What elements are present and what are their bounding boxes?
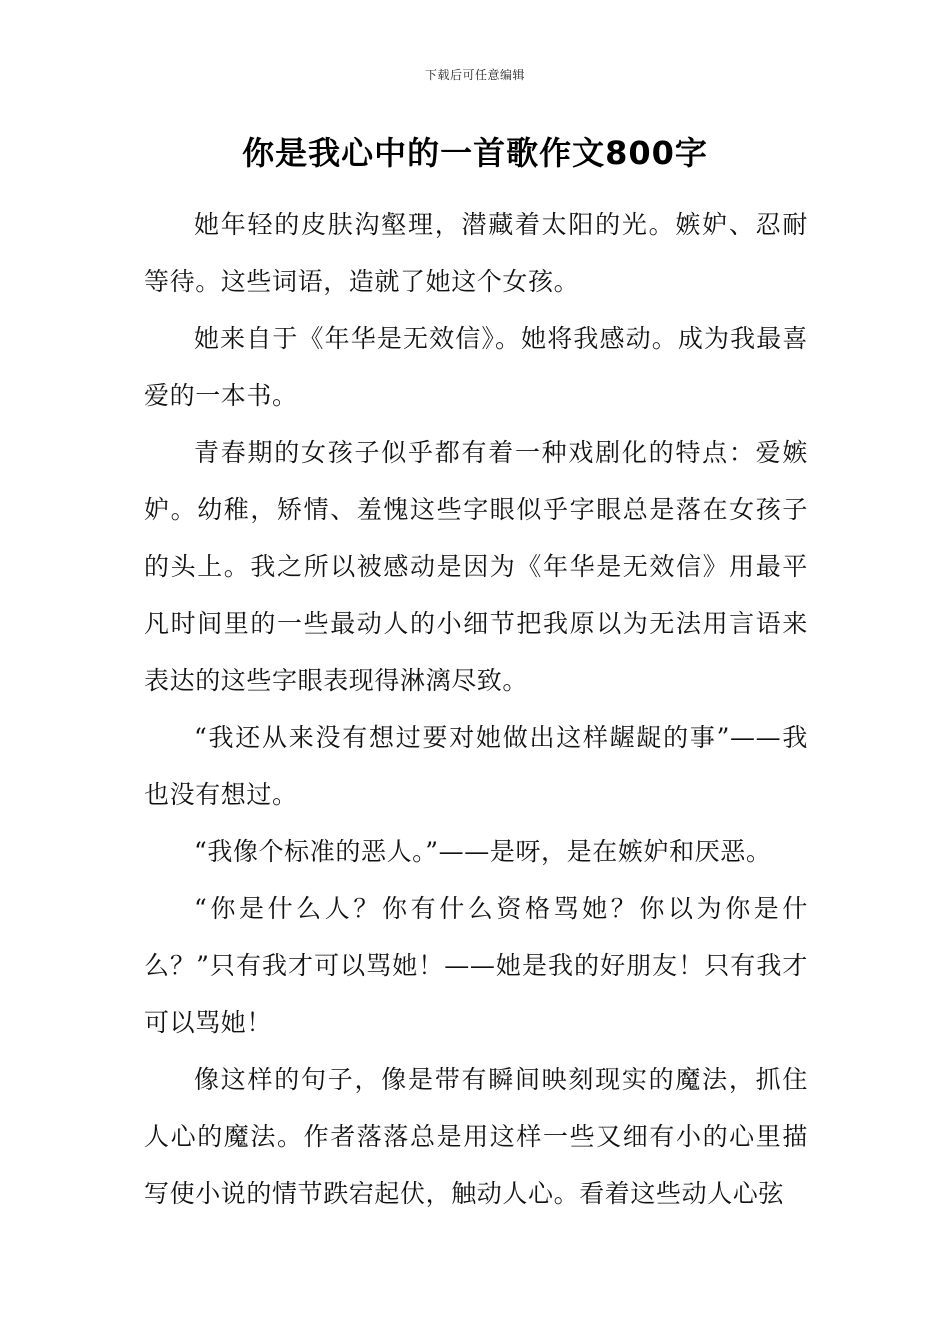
paragraph: “我还从来没有想过要对她做出这样龌龊的事”——我也没有想过。 [144,723,808,809]
document-body [144,196,808,1222]
header-note: 下载后可任意编辑 [424,68,525,82]
paragraph: 像这样的句子，像是带有瞬间映刻现实的魔法，抓住人心的魔法。作者落落总是用这样一些又细有小的心里描写使小说的情节跌宕起伏，触动人心。看着这些动人心弦 [144,1065,808,1208]
paragraph: 她年轻的皮肤沟壑理，潜藏着太阳的光。嫉妒、忍耐等待。这些词语，造就了她这个女孩。 [144,210,808,296]
paragraph: “你是什么人？你有什么资格骂她？你以为你是什么？”只有我才可以骂她！——她是我的好朋友！只有我才可以骂她！ [144,894,808,1037]
paragraph: “我像个标准的恶人。”——是呀，是在嫉妒和厌恶。 [194,837,772,866]
paragraph: 青春期的女孩子似乎都有着一种戏剧化的特点：爱嫉妒。幼稚，矫情、羞愧这些字眼似乎字眼总是落在女孩子的头上。我之所以被感动是因为《年华是无效信》用最平凡时间里的一些最动人的小细节把我原以为无法用言语来表达的这些字眼表现得淋漓尽致。 [144,438,808,695]
page-title: 你是我心中的一首歌作文800字 [242,134,708,172]
paragraph: 她来自于《年华是无效信》。她将我感动。成为我最喜爱的一本书。 [144,324,808,410]
